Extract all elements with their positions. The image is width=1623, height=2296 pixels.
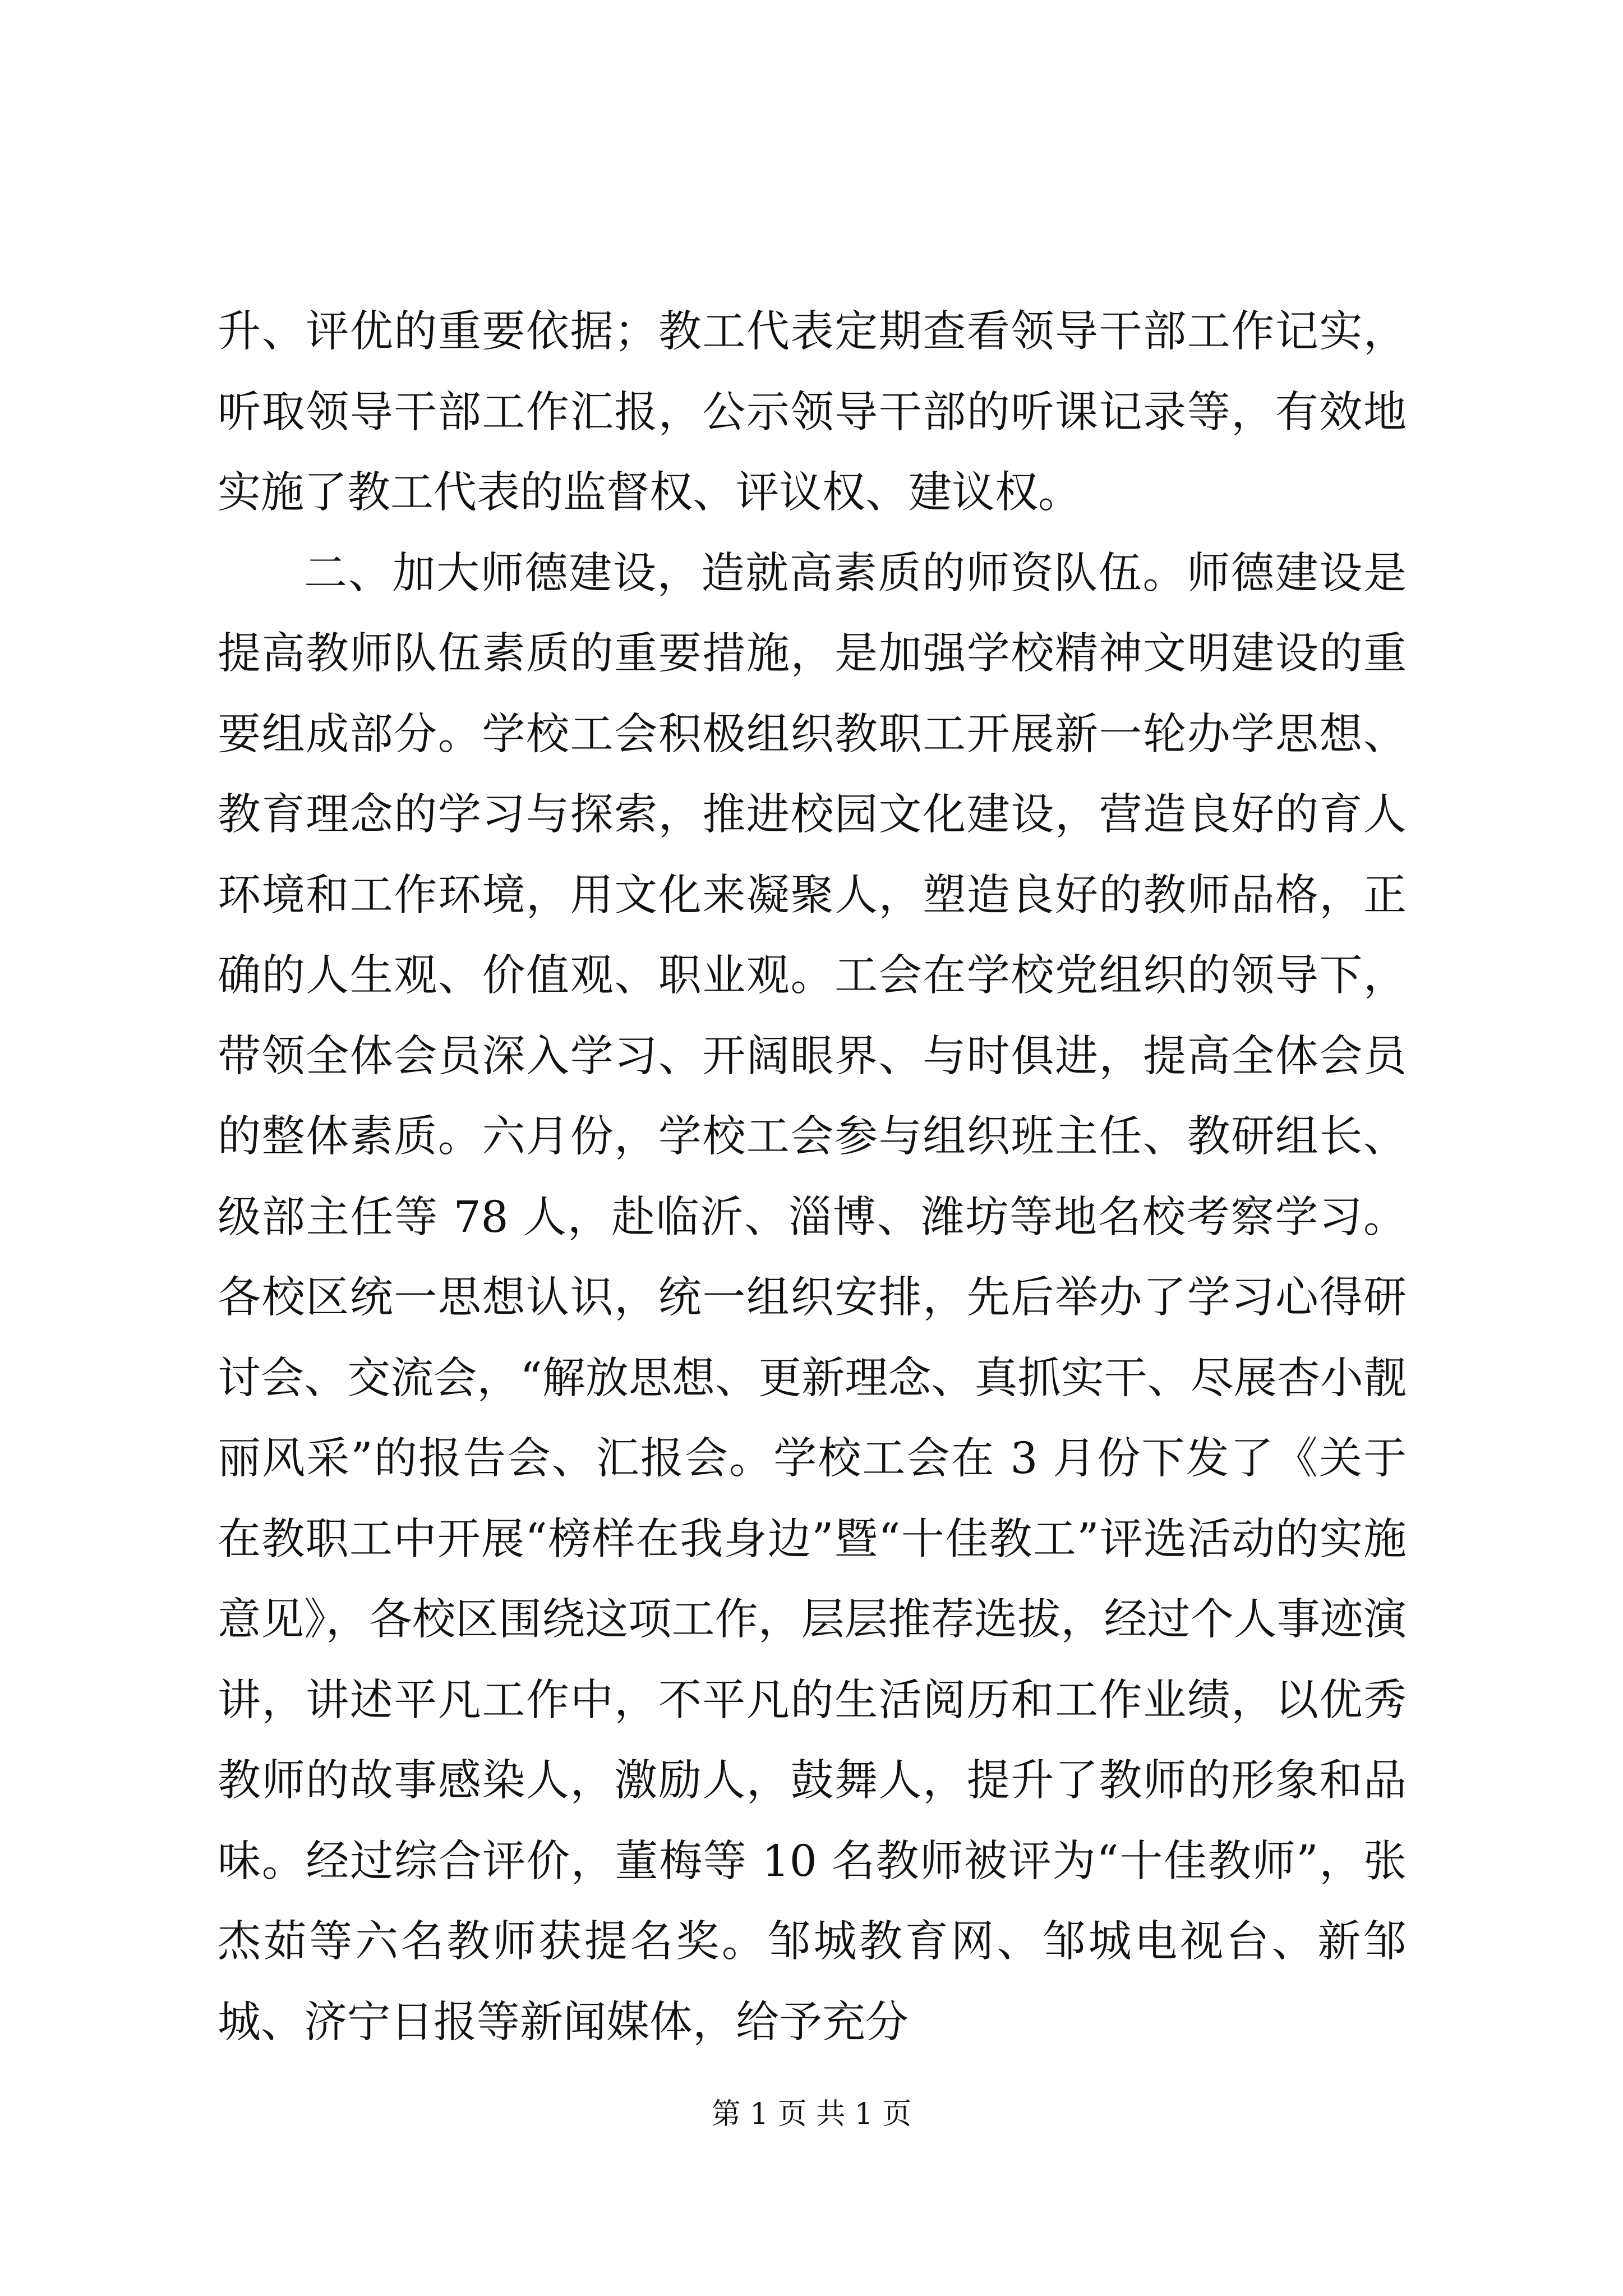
paragraph-teacher-ethics: 二、加大师德建设，造就高素质的师资队伍。师德建设是提高教师队伍素质的重要措施，是加强学校精神文明建设的重要组成部分。学校工会积极组织教职工开展新一轮办学思想、教育理念的学习与探索，推进校园文化建设，营造良好的育人环境和工作环境，用文化来凝聚人，塑造良好的教师品格，正确的人生观、价值观、职业观。工会在学校党组织的领导下，带领全体会员深入学习、开阔眼界、与时俱进，提高全体会员的整体素质。六月份，学校工会参与组织班主任、教研组长、级部主任等 78 人，赴临沂、淄博、潍坊等地名校考察学习。各校区统一思想认识，统一组织安排，先后举办了学习心得研讨会、交流会，“解放思想、更新理念、真抓实干、尽展杏小靓丽风采”的报告会、汇报会。学校工会在 3 月份下发了《关于在教职工中开展“榜样在我身边”暨“十佳教工”评选活动的实施意见》，各校区围绕这项工作，层层推荐选拔，经过个人事迹演讲，讲述平凡工作中，不平凡的生活阅历和工作业绩，以优秀教师的故事感染人，激励人，鼓舞人，提升了教师的形象和品味。经过综合评价，董梅等 10 名教师被评为“十佳教师”，张杰茹等六名教师获提名奖。邹城教育网、邹城电视台、新邹城、济宁日报等新闻媒体，给予充分: [218, 548, 1407, 2047]
page-footer: 第 1 页 共 1 页: [711, 2097, 912, 2131]
document-body: [218, 292, 1407, 2063]
paragraph-continuation: 升、评优的重要依据；教工代表定期查看领导干部工作记实，听取领导干部工作汇报，公示领导干部的听课记录等，有效地实施了教工代表的监督权、评议权、建议权。: [218, 307, 1407, 518]
